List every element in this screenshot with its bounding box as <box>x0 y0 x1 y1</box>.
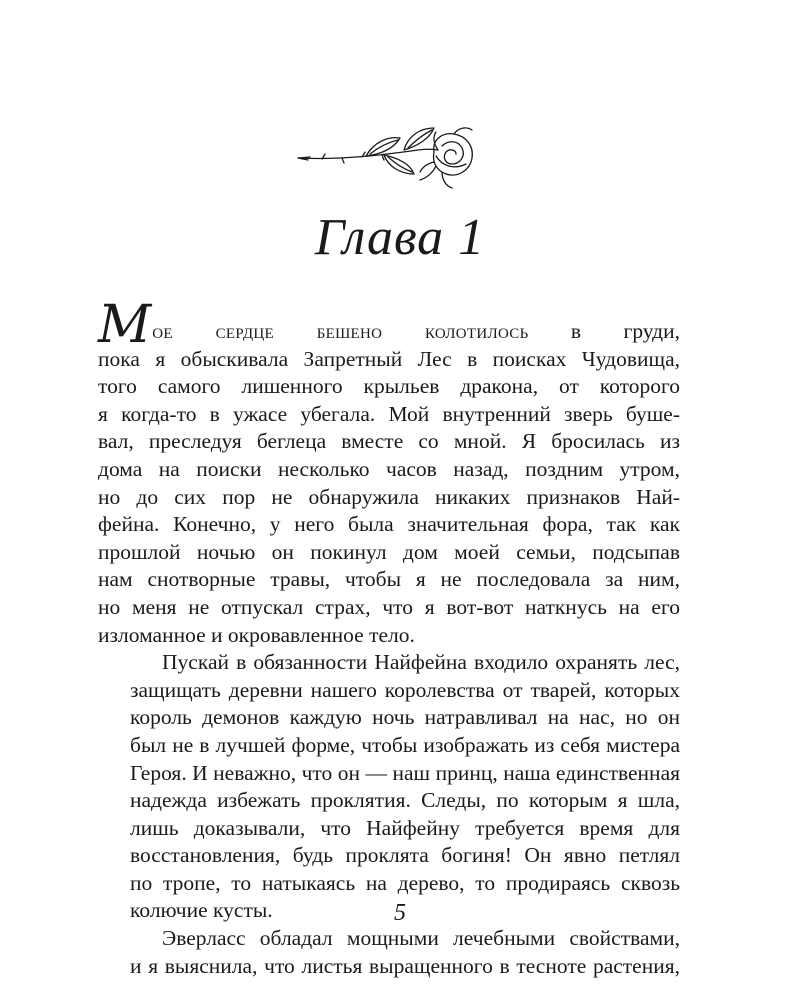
paragraph-2 <box>98 649 680 925</box>
body-text <box>98 295 681 980</box>
text-line: но до сих пор не обнаружила никаких признаков Най- <box>98 484 680 509</box>
lead-in-smallcaps: ое сердце бешено колотилось <box>152 319 529 343</box>
rose-ornament-icon <box>296 122 478 192</box>
paragraph-3 <box>98 925 680 980</box>
text-line: прошлой ночью он покинул дом моей семьи, подсыпав <box>98 539 680 564</box>
text-line: по тропе, то натыкаясь на дерево, то продираясь сквозь <box>130 870 680 895</box>
text-segment: в груди, <box>528 319 681 343</box>
text-line: нам снотворные травы, чтобы я не последовала за ним, <box>98 567 680 592</box>
text-line: колючие кусты. <box>130 898 273 923</box>
text-line: лишь доказывали, что Найфейну требуется время для <box>130 815 680 840</box>
text-line: но меня не отпускал страх, что я вот-вот наткнусь на его <box>98 594 680 619</box>
text-line: надежда избежать проклятия. Следы, по которым я шла, <box>130 788 680 813</box>
drop-cap: М <box>98 295 152 355</box>
text-line: изломанное и окровавленное тело. <box>98 622 415 647</box>
text-line: вал, преследуя беглеца вместе со мной. Я бросилась из <box>98 429 680 454</box>
text-line: пока я обыскивала Запретный Лес в поисках Чудовища, <box>98 346 680 371</box>
text-line: Пускай в обязанности Найфейна входило охранять лес, <box>162 650 680 675</box>
text-line <box>98 295 681 355</box>
text-line: король демонов каждую ночь натравливал на нас, но он <box>130 705 680 730</box>
text-line: Эверласс обладал мощными лечебными свойствами, <box>162 926 680 951</box>
text-line: я когда-то в ужасе убегала. Мой внутренний зверь буше- <box>98 401 680 426</box>
text-line: Героя. И неважно, что он — наш принц, наша единственная <box>130 760 680 785</box>
page-number: 5 <box>394 900 406 926</box>
chapter-title: Глава 1 <box>314 209 486 266</box>
text-line: фейна. Конечно, у него была значительная фора, так как <box>98 512 680 537</box>
text-line: был не в лучшей форме, чтобы изображать из себя мистера <box>130 732 680 757</box>
paragraph-1 <box>98 295 681 649</box>
text-line: восстановления, будь проклята богиня! Он явно петлял <box>130 843 680 868</box>
text-line: и я выяснила, что листья выращенного в тесноте растения, <box>130 953 680 978</box>
text-line: дома на поиски несколько часов назад, поздним утром, <box>98 456 680 481</box>
text-line: защищать деревни нашего королевства от тварей, которых <box>130 677 680 702</box>
text-line: того самого лишенного крыльев дракона, от которого <box>98 374 680 399</box>
